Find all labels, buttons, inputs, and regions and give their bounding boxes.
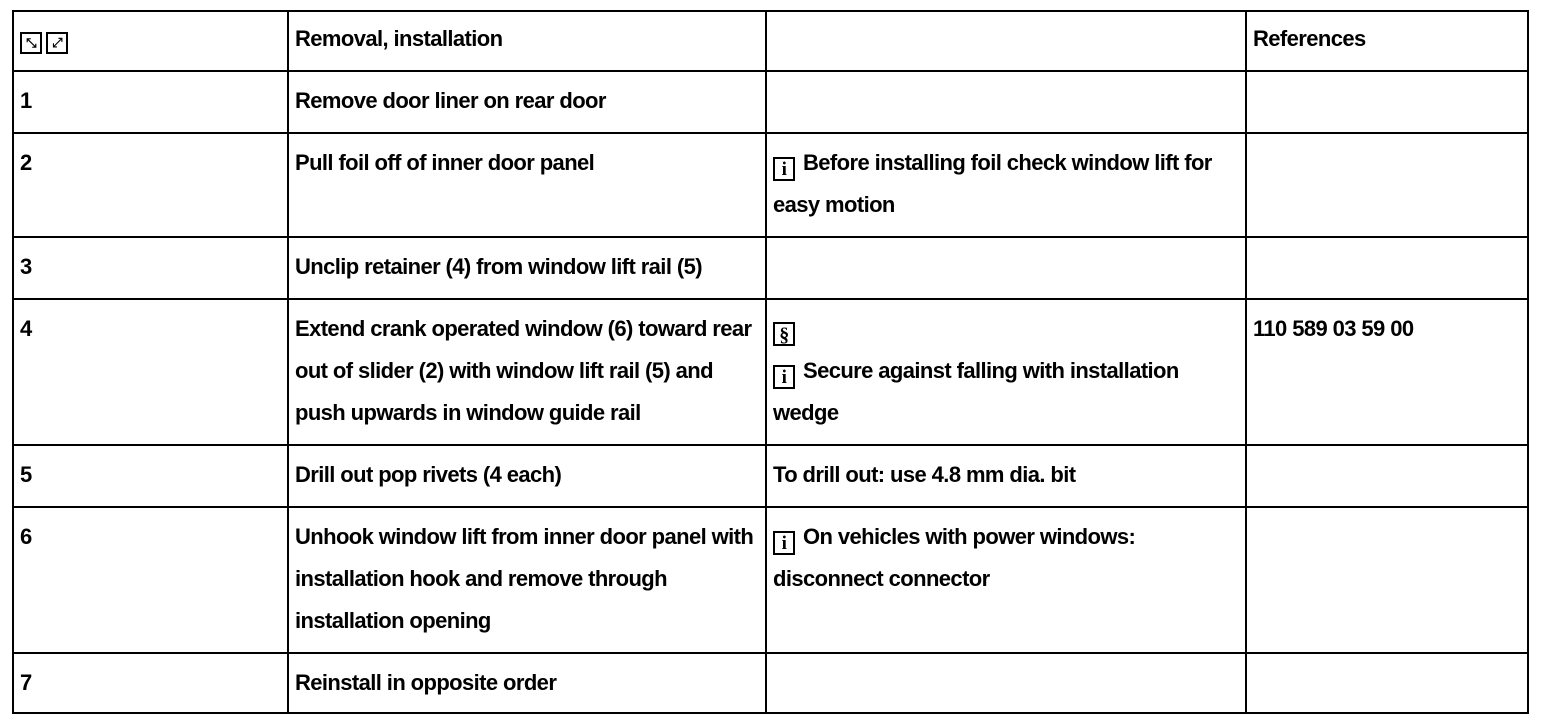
step-text: Extend crank operated window (6) toward rear out of slider (2) with window lift rail (5) and push upwards in window guide rail	[288, 299, 766, 445]
info-icon: i	[773, 531, 795, 555]
step-number: 7	[13, 653, 288, 713]
step-column-header: Removal, installation	[288, 11, 766, 71]
step-reference	[1246, 133, 1528, 237]
step-note-cell	[766, 299, 1246, 445]
step-number: 4	[13, 299, 288, 445]
step-reference	[1246, 237, 1528, 299]
info-icon: i	[773, 157, 795, 181]
table-row	[13, 445, 1528, 507]
step-number: 2	[13, 133, 288, 237]
step-number: 5	[13, 445, 288, 507]
step-reference	[1246, 653, 1528, 713]
step-number: 1	[13, 71, 288, 133]
step-reference	[1246, 445, 1528, 507]
step-note: On vehicles with power windows: disconnect connector	[773, 524, 1136, 591]
step-note	[766, 653, 1246, 713]
step-reference	[1246, 507, 1528, 653]
table-row	[13, 71, 1528, 133]
collapse-icon[interactable]: ⤢	[46, 32, 68, 54]
step-note: To drill out: use 4.8 mm dia. bit	[766, 445, 1246, 507]
step-note: Before installing foil check window lift for easy motion	[773, 150, 1212, 217]
note-column-header	[766, 11, 1246, 71]
step-note-cell	[766, 133, 1246, 237]
table-row	[13, 653, 1528, 713]
step-reference	[1246, 71, 1528, 133]
step-text: Reinstall in opposite order	[288, 653, 766, 713]
table-row	[13, 237, 1528, 299]
step-note-cell	[766, 507, 1246, 653]
procedure-table	[12, 10, 1529, 714]
table-row	[13, 507, 1528, 653]
step-text: Unclip retainer (4) from window lift rail (5)	[288, 237, 766, 299]
step-text: Pull foil off of inner door panel	[288, 133, 766, 237]
table-row	[13, 299, 1528, 445]
expand-icon[interactable]: ⤡	[20, 32, 42, 54]
step-text: Drill out pop rivets (4 each)	[288, 445, 766, 507]
step-note	[766, 237, 1246, 299]
step-reference: 110 589 03 59 00	[1246, 299, 1528, 445]
step-note	[766, 71, 1246, 133]
header-icons-cell	[13, 11, 288, 71]
step-text: Unhook window lift from inner door panel with installation hook and remove through installation opening	[288, 507, 766, 653]
header-row	[13, 11, 1528, 71]
step-number: 3	[13, 237, 288, 299]
step-text: Remove door liner on rear door	[288, 71, 766, 133]
table-row	[13, 133, 1528, 237]
special-tool-icon: §	[773, 322, 795, 346]
step-number: 6	[13, 507, 288, 653]
references-column-header: References	[1246, 11, 1528, 71]
step-note: Secure against falling with installation wedge	[773, 358, 1179, 425]
info-icon: i	[773, 365, 795, 389]
